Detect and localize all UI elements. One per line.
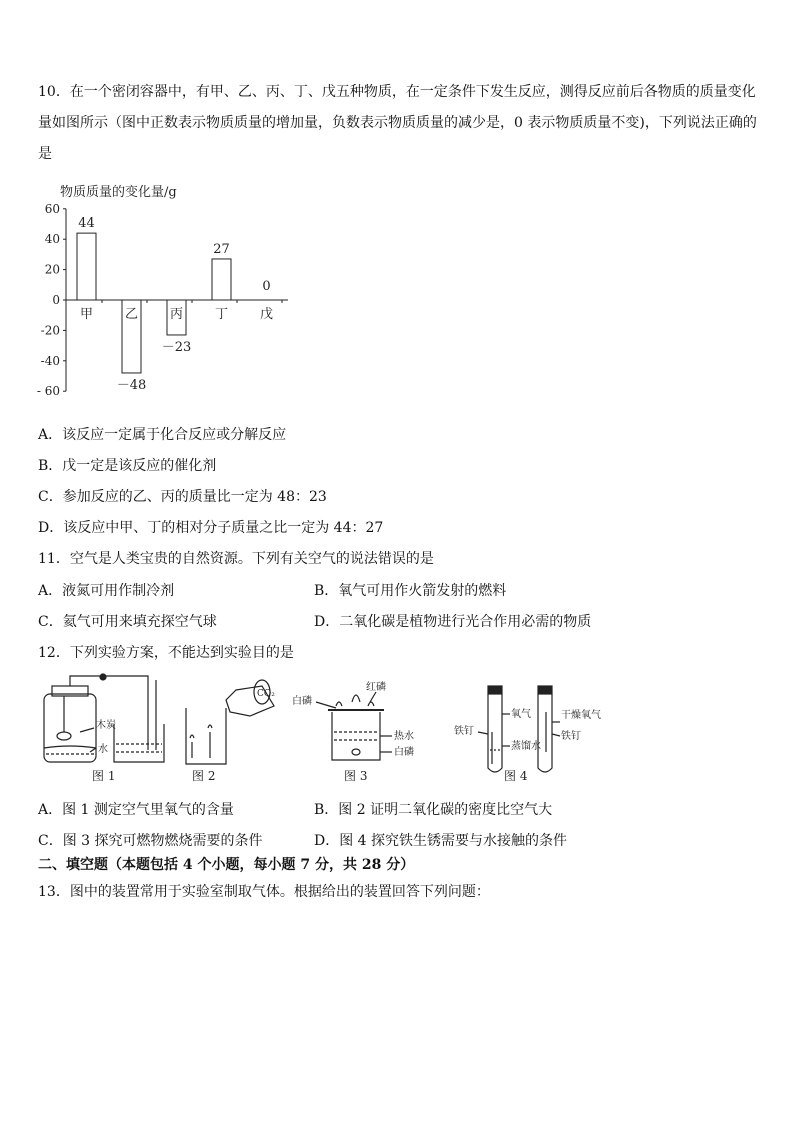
fig1-caption: 图 1 [92, 769, 116, 783]
section2-title: 二、填空题（本题包括 4 个小题，每小题 7 分，共 28 分） [38, 857, 415, 873]
data-label: －23 [161, 339, 192, 355]
data-label: 44 [78, 216, 95, 232]
q12-stem: 12．下列实验方案，不能达到实验目的是 [38, 645, 294, 661]
fig3-label-red-p: 红磷 [366, 682, 386, 693]
q11-option-a: A．液氮可用作制冷剂 [38, 583, 175, 599]
data-label: 0 [262, 279, 271, 294]
q13-stem: 13．图中的装置常用于实验室制取气体。根据给出的装置回答下列问题： [38, 884, 490, 900]
data-label: －48 [116, 377, 147, 393]
q12-experiment-figures [30, 672, 601, 790]
bar-0 [77, 233, 96, 300]
fig3-label-hot-water: 热水 [394, 731, 414, 742]
y-tick-label: 60 [44, 201, 60, 216]
category-label: 乙 [124, 307, 139, 322]
mass-change-bar-chart [30, 178, 310, 403]
q12-option-c: C．图 3 探究可燃物燃烧需要的条件 [38, 833, 263, 849]
fig2-caption: 图 2 [192, 769, 216, 783]
q10-stem-line2: 量如图所示（图中正数表示物质质量的增加量，负数表示物质质量的减少是，0 表示物质质量不变)，下列说法正确的 [38, 115, 757, 131]
q11-option-c: C．氦气可用来填充探空气球 [38, 614, 217, 630]
q10-option-b: B．戊一定是该反应的催化剂 [38, 458, 217, 474]
q12-option-a: A．图 1 测定空气里氧气的含量 [38, 802, 234, 818]
y-tick-label: -20 [40, 323, 60, 338]
bar-3 [212, 259, 231, 300]
q11-stem: 11．空气是人类宝贵的自然资源。下列有关空气的说法错误的是 [38, 551, 434, 567]
fig3-label-white-p-top: 白磷 [292, 696, 312, 707]
category-label: 甲 [79, 307, 94, 322]
fig3-label-white-p-bottom: 白磷 [394, 747, 414, 758]
q10-option-d: D．该反应中甲、丁的相对分子质量之比一定为 44：27 [38, 520, 384, 536]
y-axis-title: 物质质量的变化量/g [60, 185, 177, 200]
y-tick-label: -40 [40, 353, 60, 368]
fig4-label-iron-nail-left: 铁钉 [454, 726, 474, 737]
q10-option-a: A．该反应一定属于化合反应或分解反应 [38, 427, 287, 443]
q12-option-b: B．图 2 证明二氧化碳的密度比空气大 [314, 802, 553, 818]
q11-option-b: B．氧气可用作火箭发射的燃料 [314, 583, 507, 599]
fig3-caption: 图 3 [344, 769, 368, 783]
fig3-apparatus [316, 692, 392, 760]
fig1-label-water: 水 [98, 744, 108, 755]
category-label: 丁 [214, 307, 229, 322]
q12-option-d: D．图 4 探究铁生锈需要与水接触的条件 [314, 833, 568, 849]
q10-stem-line3: 是 [38, 146, 52, 162]
y-tick-label: 20 [44, 262, 60, 277]
fig4-label-oxygen: 氧气 [511, 709, 531, 720]
data-label: 27 [213, 241, 230, 257]
fig4-label-distilled-water: 蒸馏水 [511, 741, 541, 752]
q10-option-c: C．参加反应的乙、丙的质量比一定为 48：23 [38, 489, 327, 505]
q10-stem-line1: 10．在一个密闭容器中，有甲、乙、丙、丁、戊五种物质，在一定条件下发生反应，测得反应前后各物质的质量变化 [38, 84, 756, 100]
fig4-caption: 图 4 [504, 769, 528, 783]
fig4-label-iron-nail-right: 铁钉 [561, 731, 581, 742]
category-label: 戊 [259, 307, 274, 322]
y-tick-label: 40 [44, 232, 60, 247]
category-label: 丙 [169, 307, 184, 322]
y-tick-label: - 60 [36, 384, 60, 399]
fig4-apparatus [478, 686, 560, 772]
q11-option-d: D．二氧化碳是植物进行光合作用必需的物质 [314, 614, 592, 630]
fig1-label-charcoal: 木炭 [96, 720, 116, 731]
y-tick-label: 0 [52, 293, 60, 307]
fig2-bottle-label: CO₂ [257, 689, 275, 699]
fig4-label-dry-oxygen: 干燥氧气 [561, 710, 601, 721]
